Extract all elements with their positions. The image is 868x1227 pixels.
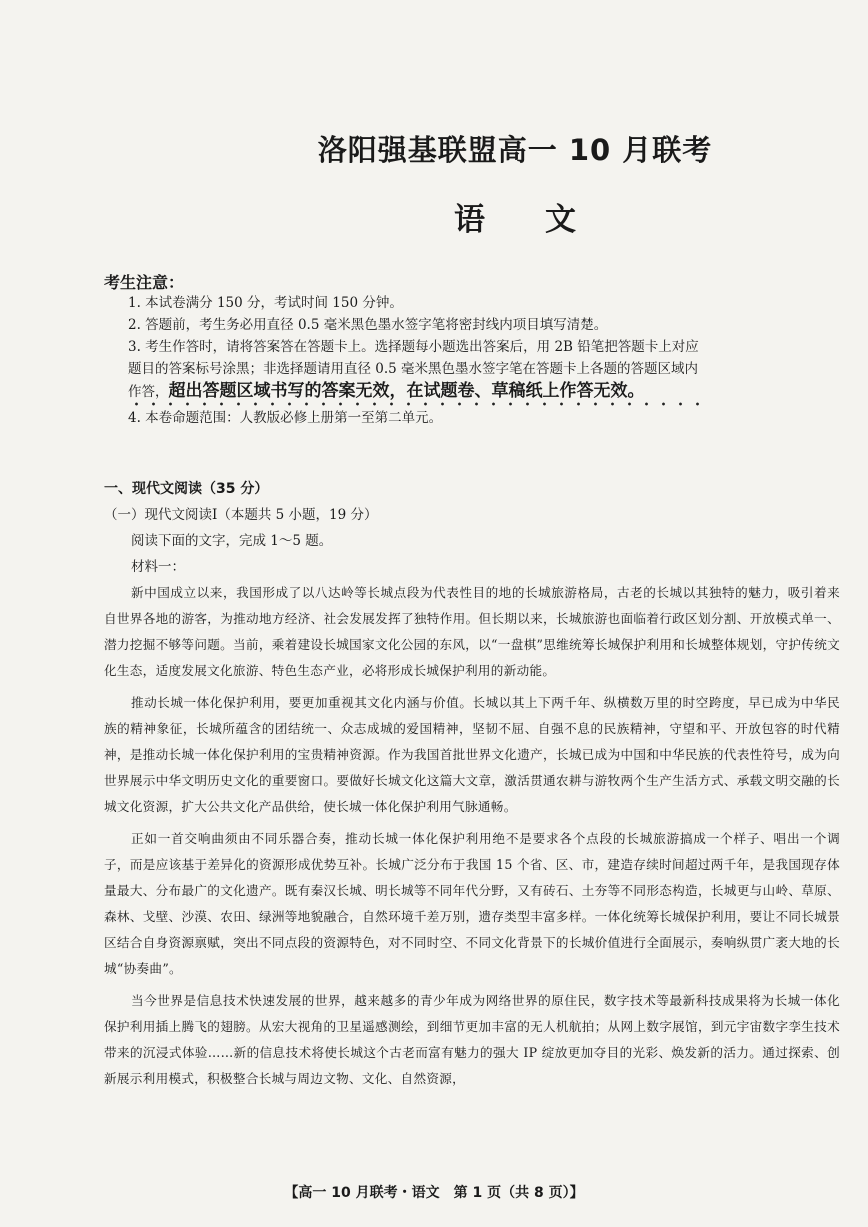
section-title: 一、现代文阅读（35 分） [104, 481, 269, 497]
material-paragraph: 当今世界是信息技术快速发展的世界，越来越多的青少年成为网络世界的原住民，数字技术等最新科技成果将为长城一体化保护利用插上腾飞的翅膀。从宏大视角的卫星遥感测绘，到细节更加丰富的无人机航拍；从网上数字展馆，到元宇宙数字孪生技术带来的沉浸式体验……新的信息技术将使长城这个古老而富有魅力的强大 IP 绽放更加夺目的光彩、焕发新的活力。通过探索、创新展示利用模式，积极整合长城与周边文物、文化、自然资源， [104, 993, 840, 1086]
notice-item-text: 3. 考生作答时，请将答案答在答题卡上。选择题每小题选出答案后，用 2B 铅笔把答题卡上对应题目的答案标号涂黑；非选择题请用直径 0.5 毫米黑色墨水签字笔在答题卡上各题的答题区域内作答， [128, 339, 699, 400]
notice-item: 4. 本卷命题范围：人教版必修上册第一至第二单元。 [128, 410, 443, 426]
notice-item: 2. 答题前，考生务必用直径 0.5 毫米黑色墨水签字笔将密封线内项目填写清楚。 [128, 317, 608, 333]
material-label: 材料一： [131, 559, 185, 575]
notice-heading: 考生注意： [104, 273, 185, 292]
reading-instruction: 阅读下面的文字，完成 1～5 题。 [131, 533, 333, 549]
notice-item: 1. 本试卷满分 150 分，考试时间 150 分钟。 [128, 295, 403, 311]
material-paragraph: 推动长城一体化保护利用，要更加重视其文化内涵与价值。长城以其上下两千年、纵横数万里的时空跨度，早已成为中华民族的精神象征，长城所蕴含的团结统一、众志成城的爱国精神，坚韧不屈、自强不息的民族精神，守望和平、开放包容的时代精神，是推动长城一体化保护利用的宝贵精神资源。作为我国首批世界文化遗产，长城已成为中国和中华民族的代表性符号，成为向世界展示中华文明历史文化的重要窗口。要做好长城文化这篇大文章，激活贯通农耕与游牧两个生产生活方式、承载文明交融的长城文化资源，扩大公共文化产品供给，使长城一体化保护利用气脉通畅。 [104, 695, 840, 814]
page-footer: 【高一 10 月联考・语文 第 1 页（共 8 页）】 [284, 1185, 584, 1201]
notice-list [128, 292, 708, 429]
exam-title: 洛阳强基联盟高一 10 月联考 [317, 133, 713, 167]
notice-item [128, 336, 708, 403]
section-subtitle: （一）现代文阅读Ⅰ（本题共 5 小题，19 分） [104, 507, 378, 523]
material-paragraph: 新中国成立以来，我国形成了以八达岭等长城点段为代表性目的地的长城旅游格局，古老的长城以其独特的魅力，吸引着来自世界各地的游客，为推动地方经济、社会发展发挥了独特作用。但长期以来，长城旅游也面临着行政区划分割、开放模式单一、潜力挖掘不够等问题。当前，乘着建设长城国家文化公园的东风，以“一盘棋”思维统筹长城保护利用和长城整体规划，守护传统文化生态，适度发展文化旅游、特色生态产业，必将形成长城保护利用的新动能。 [104, 585, 840, 678]
notice-emphasis: 超出答题区域书写的答案无效，在试题卷、草稿纸上作答无效。 [168, 381, 645, 401]
reading-section [104, 476, 840, 1098]
subject-title: 语文 [454, 202, 636, 238]
material-paragraph: 正如一首交响曲须由不同乐器合奏，推动长城一体化保护利用绝不是要求各个点段的长城旅游搞成一个样子、唱出一个调子，而是应该基于差异化的资源形成优势互补。长城广泛分布于我国 15 个省、区、市，建造存续时间超过两千年，是我国现存体量最大、分布最广的文化遗产。既有秦汉长城、明长城等不同年代分野，又有砖石、土夯等不同形态构造，长城更与山岭、草原、森林、戈壁、沙漠、农田、绿洲等地貌融合，自然环境千差万别，遗存类型丰富多样。一体化统筹长城保护利用，要让不同长城景区结合自身资源禀赋，突出不同点段的资源特色，对不同时空、不同文化背景下的长城价值进行全面展示，奏响纵贯广袤大地的长城“协奏曲”。 [104, 831, 840, 976]
